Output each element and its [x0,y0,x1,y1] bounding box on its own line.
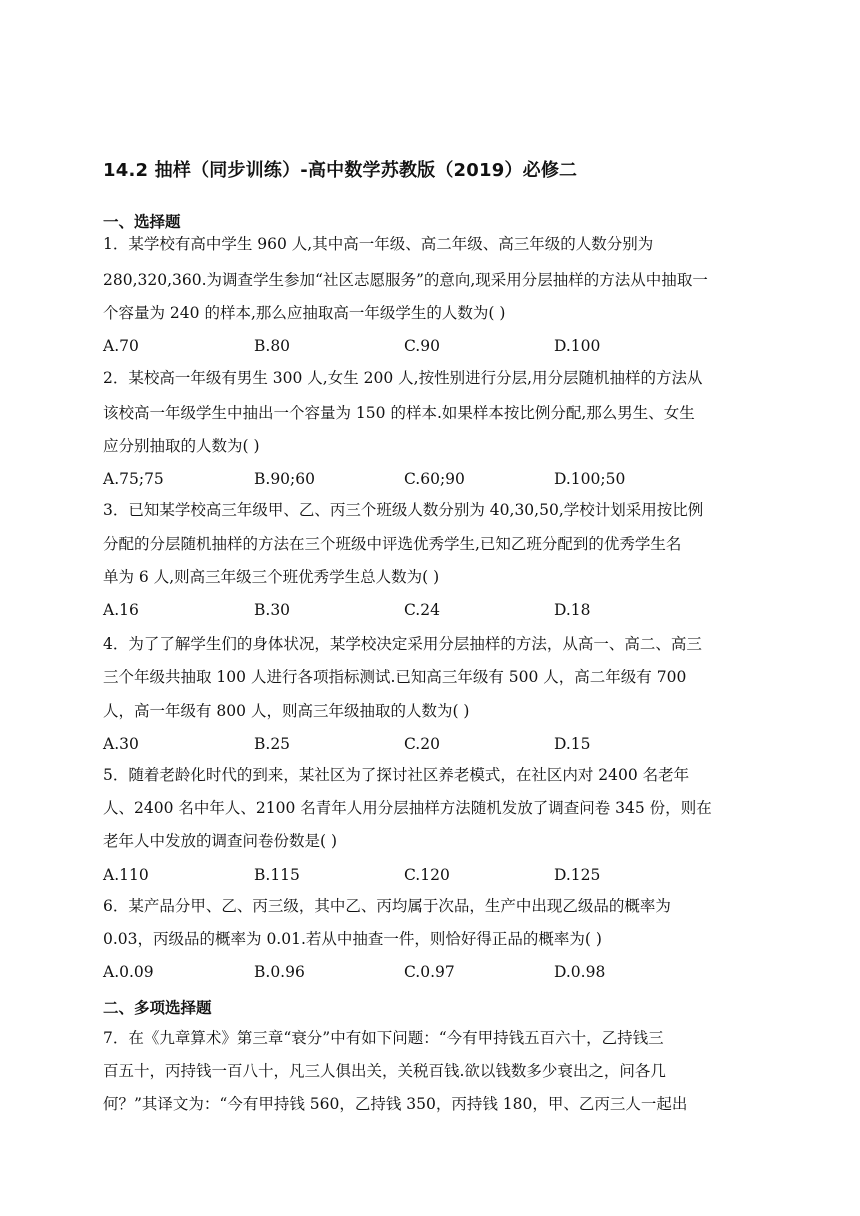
question-7-line-3: 何？”其译文为：“今有甲持钱 560，乙持钱 350，丙持钱 180，甲、乙丙三人一起出 [103,1095,688,1113]
question-3-line-1: 3．已知某学校高三年级甲、乙、丙三个班级人数分别为 40,30,50,学校计划采用按比例 [103,501,704,519]
question-1-option-d: D.100 [554,337,601,355]
question-2-line-1: 2．某校高一年级有男生 300 人,女生 200 人,按性别进行分层,用分层随机抽样的方法从 [103,369,703,387]
question-5-option-d: D.125 [554,866,601,884]
question-4-option-c: C.20 [404,735,440,753]
question-7-line-1: 7．在《九章算术》第三章“衰分”中有如下问题：“今有甲持钱五百六十，乙持钱三 [103,1029,664,1047]
question-1-line-3: 个容量为 240 的样本,那么应抽取高一年级学生的人数为( ) [103,304,506,322]
question-6-option-a: A.0.09 [103,963,154,981]
question-3-option-b: B.30 [254,601,291,619]
question-3-option-a: A.16 [103,601,139,619]
question-4-option-a: A.30 [103,735,139,753]
question-7-line-2: 百五十，丙持钱一百八十，凡三人俱出关，关税百钱.欲以钱数多少衰出之，问各几 [103,1062,666,1080]
question-1-option-c: C.90 [404,337,440,355]
question-5-option-c: C.120 [404,866,450,884]
question-6-option-d: D.0.98 [554,963,606,981]
question-4-option-b: B.25 [254,735,291,753]
question-3-line-2: 分配的分层随机抽样的方法在三个班级中评选优秀学生,已知乙班分配到的优秀学生名 [103,535,682,553]
question-1-option-b: B.80 [254,337,291,355]
question-6-line-2: 0.03，丙级品的概率为 0.01.若从中抽查一件，则恰好得正品的概率为( ) [103,930,602,948]
question-4-line-3: 人，高一年级有 800 人，则高三年级抽取的人数为( ) [103,702,470,720]
section-heading-multi-choice: 二、多项选择题 [103,999,212,1017]
question-6-option-c: C.0.97 [404,963,455,981]
question-5-line-2: 人、2400 名中年人、2100 名青年人用分层抽样方法随机发放了调查问卷 345 份，则在 [103,799,712,817]
question-1-option-a: A.70 [103,337,139,355]
question-5-option-a: A.110 [103,866,149,884]
question-3-option-c: C.24 [404,601,440,619]
question-6-option-b: B.0.96 [254,963,305,981]
question-2-option-a: A.75;75 [103,470,164,488]
question-2-line-3: 应分别抽取的人数为( ) [103,437,260,455]
question-1-line-1: 1．某学校有高中学生 960 人,其中高一年级、高二年级、高三年级的人数分别为 [103,235,654,253]
question-4-line-2: 三个年级共抽取 100 人进行各项指标测试.已知高三年级有 500 人，高二年级有 700 [103,668,687,686]
question-3-line-3: 单为 6 人,则高三年级三个班优秀学生总人数为( ) [103,568,440,586]
question-5-line-1: 5．随着老龄化时代的到来，某社区为了探讨社区养老模式，在社区内对 2400 名老年 [103,766,690,784]
question-6-line-1: 6．某产品分甲、乙、丙三级，其中乙、丙均属于次品，生产中出现乙级品的概率为 [103,897,671,915]
question-4-option-d: D.15 [554,735,591,753]
question-5-option-b: B.115 [254,866,300,884]
section-heading-single-choice: 一、选择题 [103,213,181,231]
question-3-option-d: D.18 [554,601,591,619]
question-2-option-d: D.100;50 [554,470,626,488]
question-2-option-c: C.60;90 [404,470,465,488]
question-4-line-1: 4．为了了解学生们的身体状况，某学校决定采用分层抽样的方法，从高一、高二、高三 [103,635,702,653]
question-5-line-3: 老年人中发放的调查问卷份数是( ) [103,832,338,850]
document-title: 14.2 抽样（同步训练）-高中数学苏教版（2019）必修二 [103,160,578,181]
question-2-option-b: B.90;60 [254,470,315,488]
question-1-line-2: 280,320,360.为调查学生参加“社区志愿服务”的意向,现采用分层抽样的方法从中抽取一 [103,271,708,289]
question-2-line-2: 该校高一年级学生中抽出一个容量为 150 的样本.如果样本按比例分配,那么男生、女生 [103,404,695,422]
